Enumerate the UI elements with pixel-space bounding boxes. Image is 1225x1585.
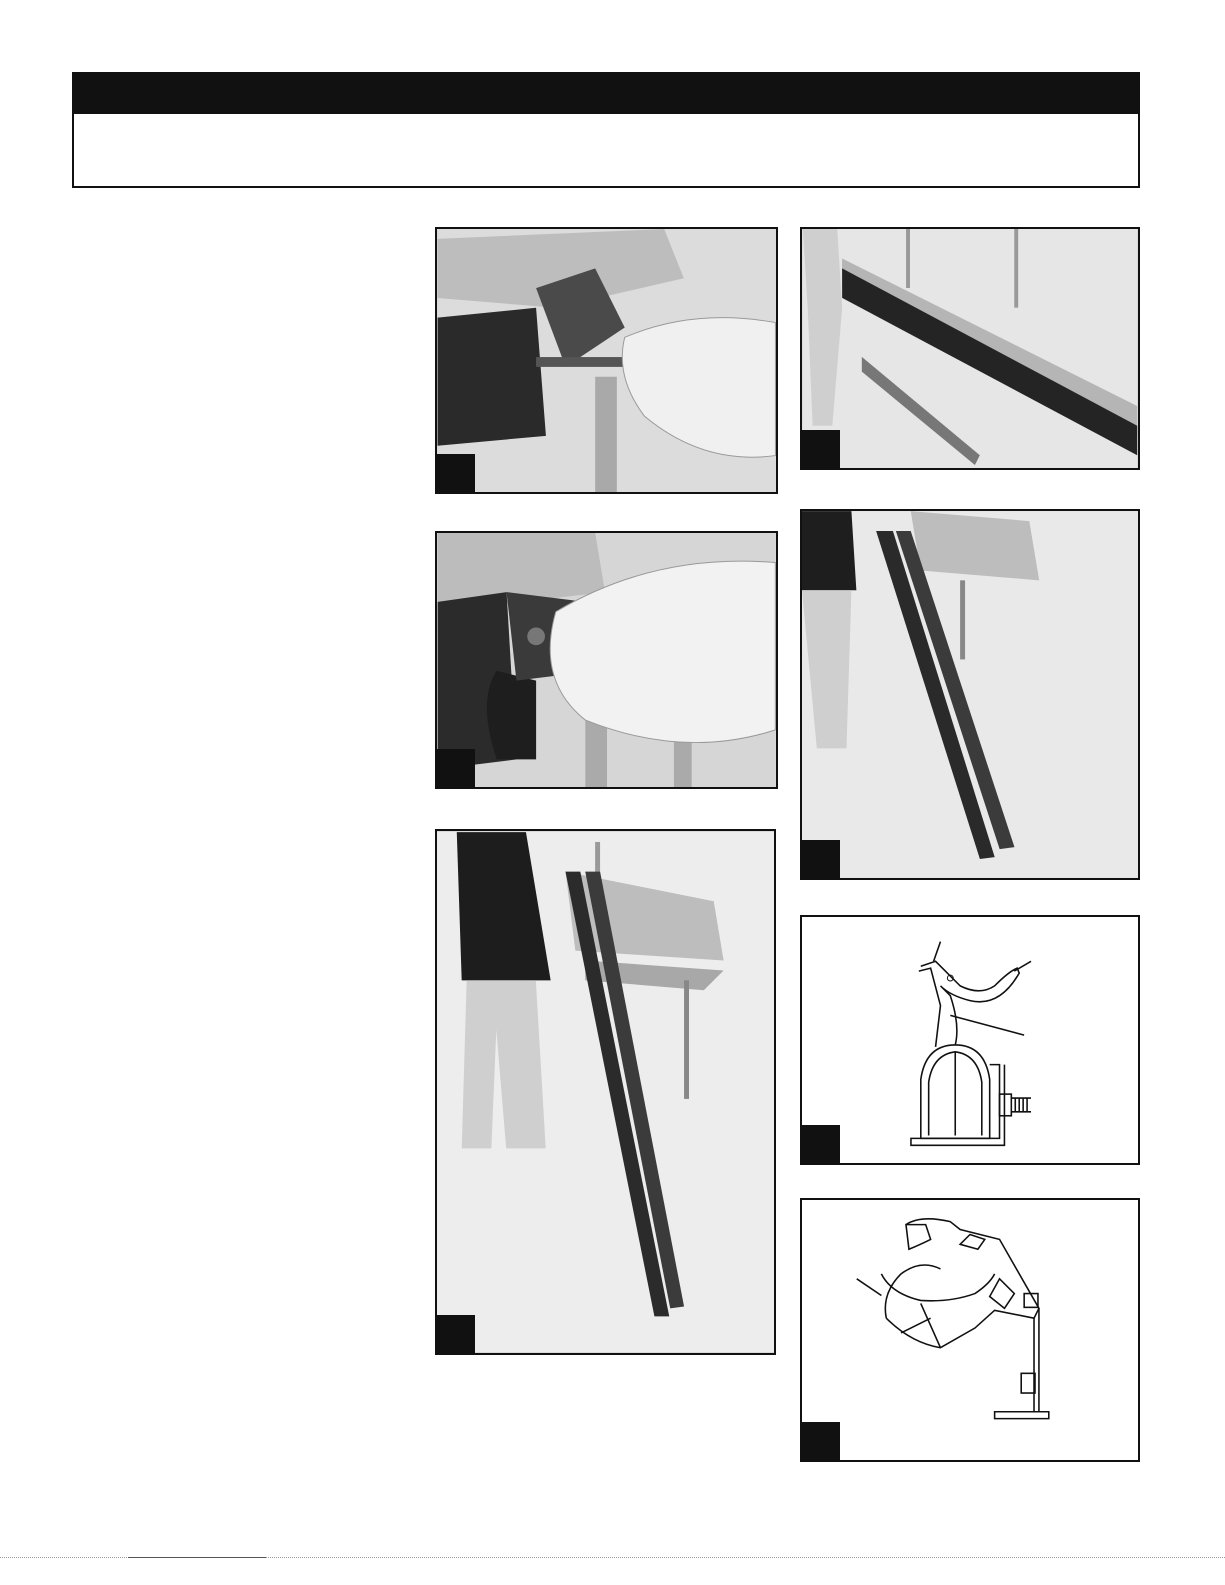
figure-number-badge bbox=[802, 430, 840, 468]
bolt-bracket-illustration bbox=[437, 229, 776, 492]
hold-rail-illustration bbox=[802, 511, 1138, 878]
figure-number-badge bbox=[802, 1125, 840, 1163]
header-box bbox=[72, 114, 1140, 188]
figure-person-rail-long bbox=[435, 829, 776, 1355]
figure-number-badge bbox=[802, 1422, 840, 1460]
lift-rail-illustration bbox=[802, 229, 1138, 468]
figure-extrusion-drawing bbox=[800, 1198, 1140, 1462]
figure-number-badge bbox=[437, 1315, 475, 1353]
figure-lift-rail bbox=[800, 227, 1140, 470]
figure-number-badge bbox=[437, 454, 475, 492]
figure-number-badge bbox=[802, 840, 840, 878]
figure-slide-bracket bbox=[435, 531, 778, 789]
footer-link-underline[interactable] bbox=[128, 1557, 266, 1558]
header-bar bbox=[72, 72, 1140, 114]
figure-hold-rail bbox=[800, 509, 1140, 880]
extrusion-drawing-illustration bbox=[802, 1200, 1138, 1460]
person-rail-long-illustration bbox=[437, 831, 774, 1353]
slide-bracket-illustration bbox=[437, 533, 776, 787]
figure-number-badge bbox=[437, 749, 475, 787]
figure-hook-drawing bbox=[800, 915, 1140, 1165]
hook-drawing-illustration bbox=[802, 917, 1138, 1163]
figure-bolt-bracket bbox=[435, 227, 778, 494]
